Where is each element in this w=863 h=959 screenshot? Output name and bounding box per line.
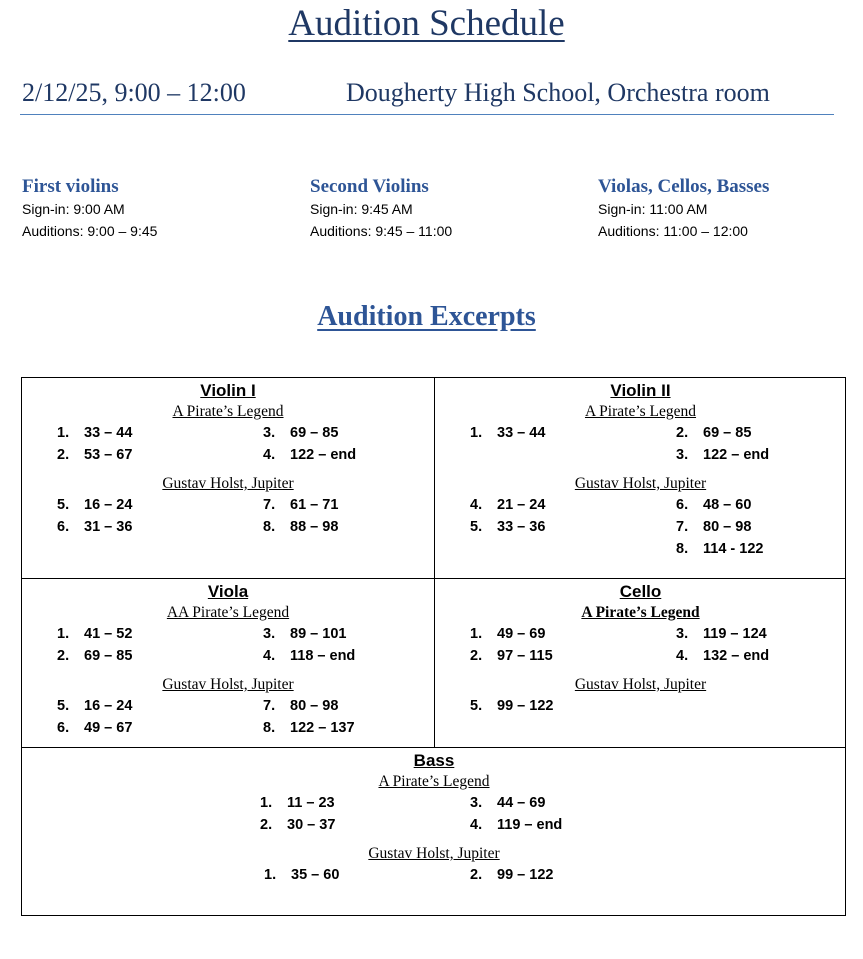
excerpt-number: 1. — [57, 425, 70, 441]
excerpt-item — [57, 447, 132, 463]
excerpt-item — [263, 425, 338, 441]
excerpt-item — [470, 648, 553, 664]
excerpt-number: 2. — [260, 817, 273, 833]
cell-bass — [22, 748, 846, 916]
excerpt-measures: 21 – 24 — [497, 497, 546, 513]
session-signin: Sign-in: 9:00 AM — [22, 201, 125, 217]
excerpt-measures: 48 – 60 — [703, 497, 752, 513]
session-auditions: Auditions: 11:00 – 12:00 — [598, 223, 748, 239]
excerpts-title: Audition Excerpts — [317, 301, 536, 332]
excerpt-measures: 118 – end — [290, 648, 356, 664]
excerpt-number: 1. — [470, 626, 483, 642]
excerpt-item — [470, 795, 545, 811]
excerpt-item — [263, 626, 346, 642]
session-first-violins — [22, 176, 157, 242]
excerpt-measures: 61 – 71 — [290, 497, 339, 513]
excerpt-number: 1. — [57, 626, 70, 642]
excerpt-number: 5. — [470, 698, 483, 714]
excerpt-item — [57, 519, 132, 535]
cell-viola — [22, 579, 434, 747]
piece-title: Gustav Holst, Jupiter — [574, 676, 707, 693]
excerpt-item — [470, 817, 562, 833]
excerpt-item — [263, 497, 338, 513]
divider — [20, 114, 834, 115]
excerpt-measures: 16 – 24 — [84, 497, 133, 513]
excerpt-number: 3. — [263, 626, 276, 642]
date-time: 2/12/25, 9:00 – 12:00 — [22, 78, 246, 107]
session-name: First violins — [22, 176, 119, 197]
excerpt-item — [263, 720, 355, 736]
excerpt-measures: 122 – end — [703, 447, 770, 463]
excerpt-measures: 97 – 115 — [497, 648, 553, 664]
piece-title: Gustav Holst, Jupiter — [368, 845, 500, 862]
piece-title: A Pirate’s Legend — [378, 773, 490, 790]
excerpt-item — [676, 425, 751, 441]
excerpt-number: 2. — [676, 425, 689, 441]
excerpt-measures: 33 – 44 — [497, 425, 546, 441]
excerpt-item — [57, 648, 132, 664]
piece-title: A Pirate’s Legend — [581, 604, 700, 621]
excerpt-item — [676, 497, 751, 513]
excerpt-item — [57, 698, 132, 714]
excerpt-item — [470, 698, 553, 714]
session-auditions: Auditions: 9:00 – 9:45 — [22, 223, 158, 239]
excerpt-number: 5. — [57, 698, 70, 714]
excerpt-number: 7. — [263, 698, 276, 714]
excerpt-measures: 35 – 60 — [291, 867, 340, 883]
excerpt-item — [57, 626, 132, 642]
excerpt-number: 1. — [260, 795, 273, 811]
piece-title: Gustav Holst, Jupiter — [162, 475, 294, 492]
excerpt-number: 6. — [57, 519, 70, 535]
excerpt-measures: 99 – 122 — [497, 698, 554, 714]
excerpt-number: 3. — [263, 425, 276, 441]
excerpt-item — [470, 867, 553, 883]
piece-title: A Pirate’s Legend — [172, 403, 284, 420]
excerpt-number: 2. — [57, 648, 70, 664]
page-title — [0, 2, 853, 45]
instrument-heading: Viola — [207, 582, 249, 601]
excerpt-measures: 80 – 98 — [703, 519, 752, 535]
excerpt-number: 4. — [470, 817, 483, 833]
session-auditions: Auditions: 9:45 – 11:00 — [310, 223, 453, 239]
excerpt-item — [260, 795, 335, 811]
excerpt-number: 4. — [263, 447, 276, 463]
excerpt-measures: 16 – 24 — [84, 698, 133, 714]
excerpt-measures: 119 – 124 — [703, 626, 767, 642]
excerpt-number: 2. — [470, 867, 483, 883]
excerpt-item — [676, 447, 769, 463]
excerpt-number: 2. — [470, 648, 483, 664]
excerpt-measures: 99 – 122 — [497, 867, 554, 883]
excerpt-item — [676, 626, 767, 642]
excerpt-number: 6. — [57, 720, 70, 736]
session-name: Second Violins — [310, 176, 429, 197]
excerpt-measures: 89 – 101 — [290, 626, 347, 642]
excerpt-number: 5. — [470, 519, 483, 535]
excerpt-number: 3. — [470, 795, 483, 811]
piece-title: AA Pirate’s Legend — [166, 604, 290, 621]
excerpt-item — [676, 648, 769, 664]
excerpt-measures: 114 - 122 — [703, 541, 764, 557]
excerpt-measures: 41 – 52 — [84, 626, 133, 642]
excerpt-item — [470, 497, 545, 513]
session-signin: Sign-in: 9:45 AM — [310, 201, 413, 217]
session-signin: Sign-in: 11:00 AM — [598, 201, 708, 217]
location: Dougherty High School, Orchestra room — [346, 78, 770, 107]
excerpt-item — [263, 648, 355, 664]
cell-cello — [435, 579, 846, 747]
cell-violin-2 — [435, 378, 846, 578]
excerpt-item — [470, 626, 545, 642]
instrument-heading: Violin I — [200, 381, 256, 400]
excerpt-measures: 132 – end — [703, 648, 770, 664]
excerpt-item — [57, 425, 132, 441]
excerpt-item — [263, 447, 356, 463]
excerpt-number: 4. — [470, 497, 483, 513]
excerpt-number: 1. — [264, 867, 277, 883]
excerpt-number: 8. — [263, 519, 276, 535]
excerpt-item — [57, 720, 132, 736]
excerpt-item — [470, 519, 545, 535]
excerpt-number: 2. — [57, 447, 70, 463]
excerpt-measures: 69 – 85 — [84, 648, 133, 664]
instrument-heading: Cello — [619, 582, 662, 601]
excerpt-measures: 122 – end — [290, 447, 357, 463]
excerpt-measures: 49 – 67 — [84, 720, 133, 736]
instrument-heading: Bass — [413, 751, 455, 770]
excerpt-measures: 69 – 85 — [703, 425, 752, 441]
excerpt-number: 8. — [676, 541, 689, 557]
excerpts-table — [21, 377, 846, 916]
excerpt-measures: 88 – 98 — [290, 519, 339, 535]
excerpt-measures: 49 – 69 — [497, 626, 546, 642]
excerpt-number: 5. — [57, 497, 70, 513]
excerpts-heading — [0, 301, 853, 333]
excerpt-number: 1. — [470, 425, 483, 441]
excerpt-number: 7. — [263, 497, 276, 513]
excerpt-item — [470, 425, 545, 441]
excerpt-number: 4. — [263, 648, 276, 664]
piece-title: Gustav Holst, Jupiter — [162, 676, 294, 693]
excerpt-number: 8. — [263, 720, 276, 736]
excerpt-item — [260, 817, 335, 833]
excerpt-measures: 53 – 67 — [84, 447, 133, 463]
excerpt-number: 4. — [676, 648, 689, 664]
excerpt-number: 6. — [676, 497, 689, 513]
excerpt-item — [57, 497, 132, 513]
instrument-heading: Violin II — [610, 381, 671, 400]
cell-violin-1 — [22, 378, 434, 578]
excerpt-measures: 33 – 36 — [497, 519, 546, 535]
excerpt-measures: 80 – 98 — [290, 698, 339, 714]
excerpt-item — [263, 519, 338, 535]
excerpt-item — [264, 867, 339, 883]
excerpt-number: 3. — [676, 626, 689, 642]
piece-title: A Pirate’s Legend — [584, 403, 697, 420]
excerpt-measures: 11 – 23 — [287, 795, 335, 811]
excerpt-number: 7. — [676, 519, 689, 535]
excerpt-measures: 31 – 36 — [84, 519, 133, 535]
excerpt-measures: 122 – 137 — [290, 720, 355, 736]
excerpt-measures: 33 – 44 — [84, 425, 133, 441]
piece-title: Gustav Holst, Jupiter — [574, 475, 707, 492]
excerpt-number: 3. — [676, 447, 689, 463]
excerpt-item — [263, 698, 338, 714]
excerpt-item — [676, 541, 763, 557]
excerpt-measures: 30 – 37 — [287, 817, 336, 833]
title-text: Audition Schedule — [288, 3, 565, 44]
excerpt-item — [676, 519, 751, 535]
excerpt-measures: 44 – 69 — [497, 795, 546, 811]
session-name: Violas, Cellos, Basses — [598, 176, 770, 197]
session-second-violins — [310, 176, 452, 242]
excerpt-measures: 69 – 85 — [290, 425, 339, 441]
excerpt-measures: 119 – end — [497, 817, 563, 833]
session-low-strings — [598, 176, 769, 242]
